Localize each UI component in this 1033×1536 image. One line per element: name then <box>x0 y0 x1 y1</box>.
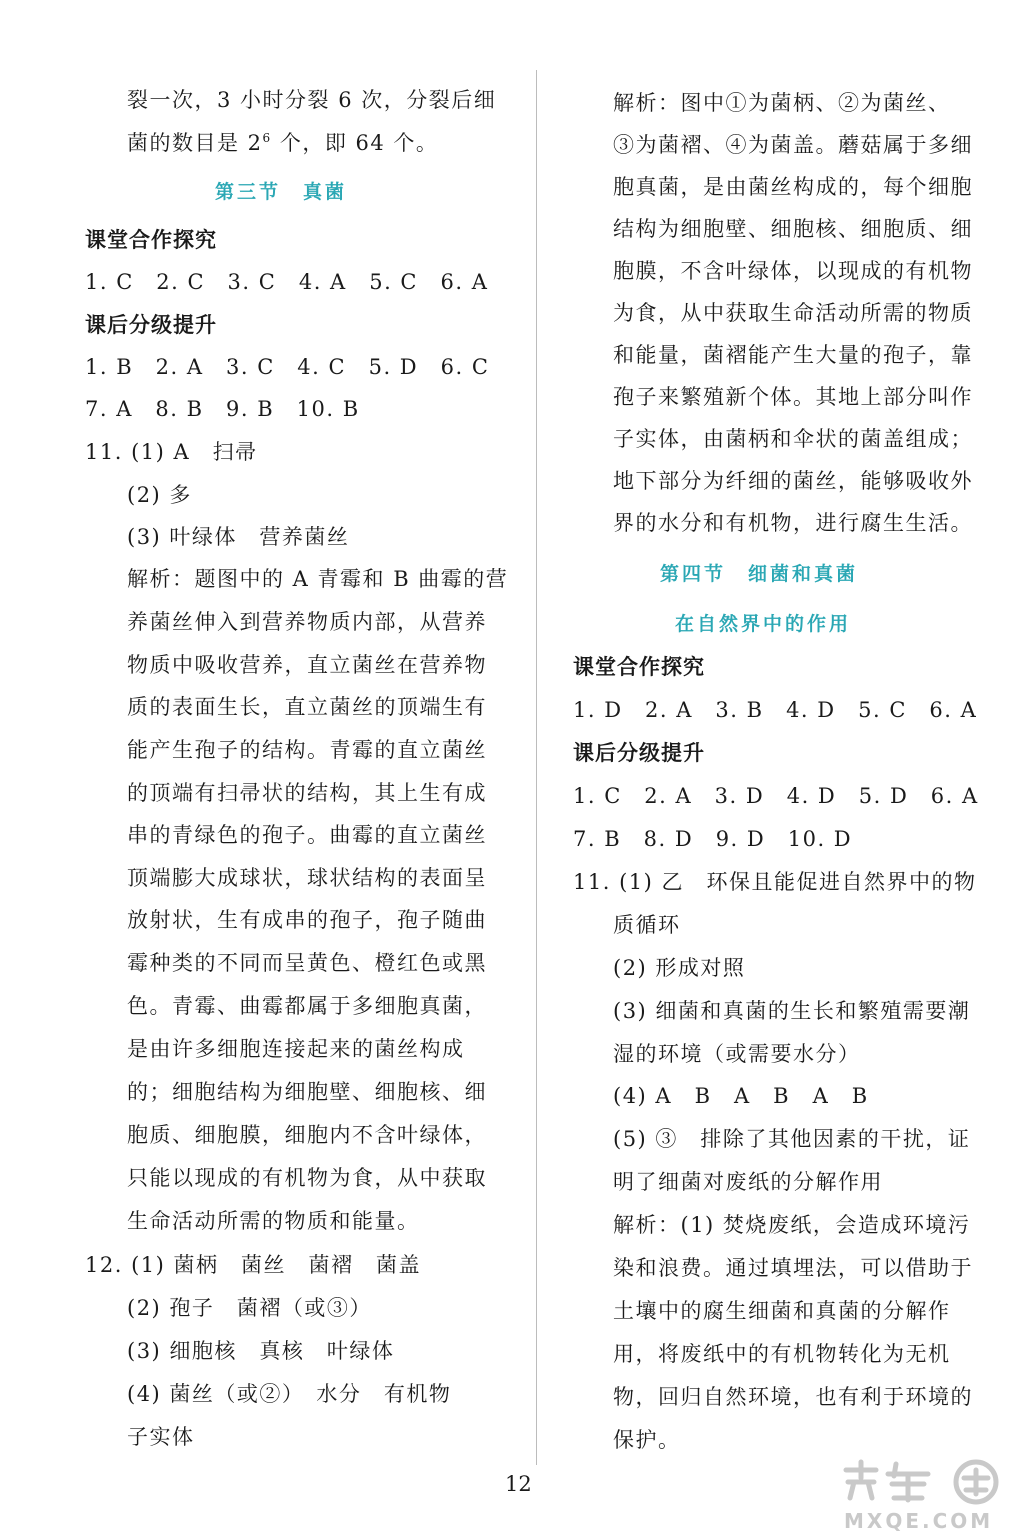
explanation-line: 地下部分为纤细的菌丝，能够吸收外 <box>613 469 973 493</box>
explanation-line: 是由许多细胞连接起来的菌丝构成 <box>127 1037 465 1061</box>
answer-line: 1. C 2. A 3. D 4. D 5. D 6. A <box>573 784 979 808</box>
answer-line: 质循环 <box>613 913 681 937</box>
answer-line: 12. (1) 菌柄 菌丝 菌褶 菌盖 <box>85 1253 421 1277</box>
explanation-line: 的；细胞结构为细胞壁、细胞核、细 <box>127 1080 487 1104</box>
explanation-line: 生命活动所需的物质和能量。 <box>127 1209 420 1233</box>
watermark-glyph-mark <box>846 1462 996 1502</box>
heading-after-class: 课后分级提升 <box>85 313 217 337</box>
explanation-line: 顶端膨大成球状，球状结构的表面呈 <box>127 866 487 890</box>
answer-line: (2) 多 <box>127 483 192 507</box>
explanation-line: 和能量，菌褶能产生大量的孢子，靠 <box>613 343 973 367</box>
explanation-line: 胞质、细胞膜，细胞内不含叶绿体， <box>127 1123 487 1147</box>
explanation-line: 子实体，由菌柄和伞状的菌盖组成； <box>613 427 973 451</box>
answer-line: 1. D 2. A 3. B 4. D 5. C 6. A <box>573 698 978 722</box>
text-line <box>127 128 438 158</box>
answer-line: 7. B 8. D 9. D 10. D <box>573 827 853 851</box>
text-span: 菌的数目是 2 <box>127 131 263 155</box>
explanation-line: 能产生孢子的结构。青霉的直立菌丝 <box>127 738 487 762</box>
answer-line: (2) 孢子 菌褶（或③） <box>127 1296 372 1320</box>
explanation-line: 保护。 <box>613 1428 681 1452</box>
answer-line: 11. (1) 乙 环保且能促进自然界中的物 <box>573 870 977 894</box>
answer-line: 1. B 2. A 3. C 4. C 5. D 6. C <box>85 355 490 379</box>
explanation-line: 物质中吸收营养，直立菌丝在营养物 <box>127 653 487 677</box>
section-title: 第三节 真菌 <box>215 181 348 203</box>
explanation-line: 串的青绿色的孢子。曲霉的直立菌丝 <box>127 823 487 847</box>
answer-line: 1. C 2. C 3. C 4. A 5. C 6. A <box>85 270 489 294</box>
answer-line: 子实体 <box>127 1425 195 1449</box>
section-title: 第四节 细菌和真菌 <box>660 563 859 585</box>
text-line: 裂一次，3 小时分裂 6 次，分裂后细 <box>127 88 497 112</box>
watermark-logo <box>836 1458 1031 1534</box>
column-divider <box>536 70 537 1465</box>
explanation-line: 为食，从中获取生命活动所需的物质 <box>613 301 973 325</box>
explanation-line: 染和浪费。通过填埋法，可以借助于 <box>613 1256 973 1280</box>
explanation-line: 解析：(1) 焚烧废纸，会造成环境污 <box>613 1213 971 1237</box>
explanation-line: 用，将废纸中的有机物转化为无机 <box>613 1342 951 1366</box>
explanation-line: ③为菌褶、④为菌盖。蘑菇属于多细 <box>613 133 973 157</box>
watermark-text: MXQE.COM <box>844 1509 994 1533</box>
answer-line: 湿的环境（或需要水分） <box>613 1042 861 1066</box>
answer-line: (3) 细菌和真菌的生长和繁殖需要潮 <box>613 999 971 1023</box>
explanation-line: 界的水分和有机物，进行腐生生活。 <box>613 511 973 535</box>
answer-line: 明了细菌对废纸的分解作用 <box>613 1170 883 1194</box>
explanation-line: 质的表面生长，直立菌丝的顶端生有 <box>127 695 487 719</box>
explanation-line: 养菌丝伸入到营养物质内部，从营养 <box>127 610 487 634</box>
text-span: 个，即 64 个。 <box>271 131 439 155</box>
explanation-line: 胞膜，不含叶绿体，以现成的有机物 <box>613 259 973 283</box>
page-number: 12 <box>505 1472 532 1496</box>
answer-line: (5) ③ 排除了其他因素的干扰，证 <box>613 1127 971 1151</box>
explanation-line: 只能以现成的有机物为食，从中获取 <box>127 1166 487 1190</box>
answer-line: (3) 叶绿体 营养菌丝 <box>127 525 350 549</box>
explanation-line: 胞真菌，是由菌丝构成的，每个细胞 <box>613 175 973 199</box>
explanation-line: 土壤中的腐生细菌和真菌的分解作 <box>613 1299 951 1323</box>
answer-line: (2) 形成对照 <box>613 956 746 980</box>
answer-line: (4) 菌丝（或②） 水分 有机物 <box>127 1382 452 1406</box>
answer-line: (3) 细胞核 真核 叶绿体 <box>127 1339 395 1363</box>
answer-line: (4) A B A B A B <box>613 1084 869 1108</box>
explanation-line: 解析：图中①为菌柄、②为菌丝、 <box>613 91 951 115</box>
explanation-line: 解析：题图中的 A 青霉和 B 曲霉的营 <box>127 567 509 591</box>
section-subtitle: 在自然界中的作用 <box>675 613 852 635</box>
explanation-line: 色。青霉、曲霉都属于多细胞真菌， <box>127 994 487 1018</box>
heading-class-exploration: 课堂合作探究 <box>573 655 705 679</box>
explanation-line: 霉种类的不同而呈黄色、橙红色或黑 <box>127 951 487 975</box>
answer-line: 7. A 8. B 9. B 10. B <box>85 397 360 421</box>
explanation-line: 结构为细胞壁、细胞核、细胞质、细 <box>613 217 973 241</box>
explanation-line: 孢子来繁殖新个体。其地上部分叫作 <box>613 385 973 409</box>
heading-class-exploration: 课堂合作探究 <box>85 228 217 252</box>
answer-line: 11. (1) A 扫帚 <box>85 440 258 464</box>
explanation-line: 物，回归自然环境，也有利于环境的 <box>613 1385 973 1409</box>
explanation-line: 放射状，生有成串的孢子，孢子随曲 <box>127 908 487 932</box>
explanation-line: 的顶端有扫帚状的结构，其上生有成 <box>127 781 487 805</box>
exponent: 6 <box>262 131 272 145</box>
heading-after-class: 课后分级提升 <box>573 741 705 765</box>
